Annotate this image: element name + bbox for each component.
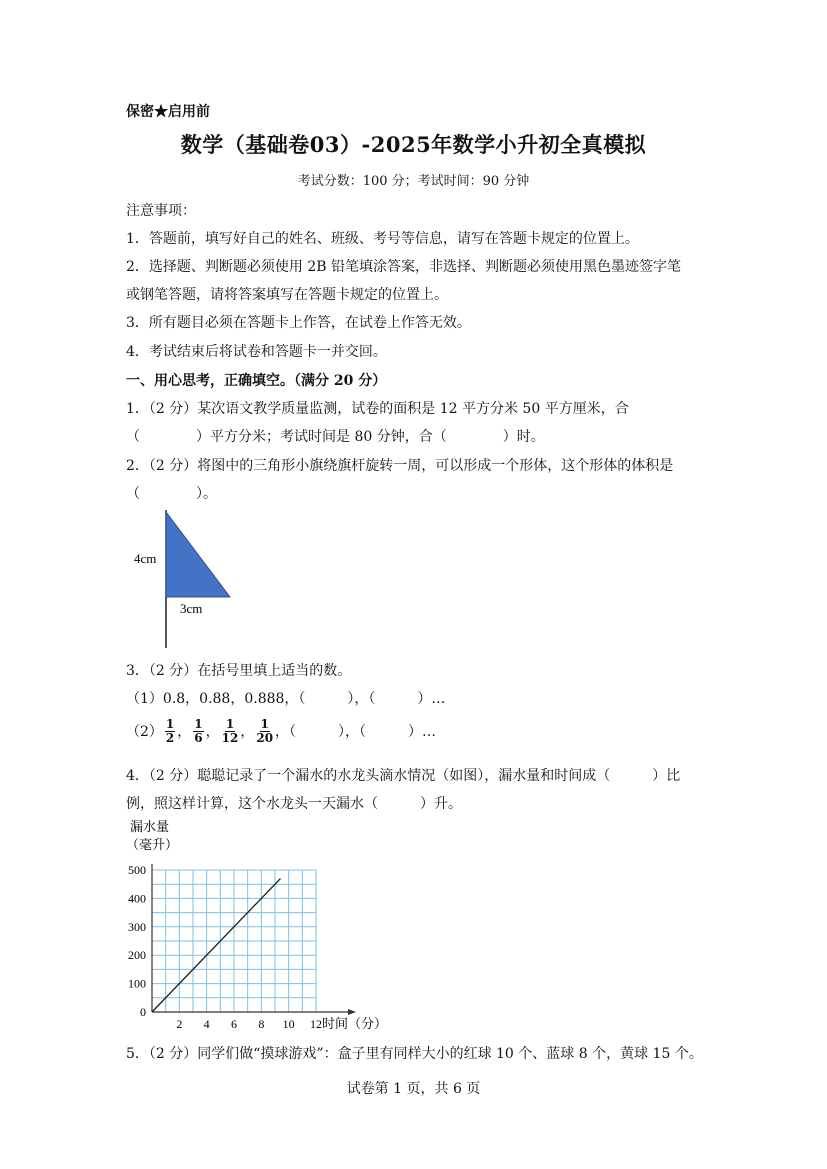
fraction-numerator: 1 [225,717,235,731]
sub-2-suffix: ，（ ），（ ）… [275,724,437,741]
fraction-numerator: 1 [194,717,203,731]
sub-2-prefix: （2） [126,724,163,741]
x-tick-label: 4 [203,1017,210,1031]
chart-grid [152,870,316,1012]
separator: ， [205,724,220,741]
x-tick-label: 8 [258,1017,265,1031]
page-title: 数学（基础卷03）-2025年数学小升初全真模拟 [180,132,647,157]
fraction-denominator: 12 [221,730,239,745]
question-3-sub-2 [126,718,436,744]
height-label: 4cm [134,551,157,566]
question-4-line-1: 4．（2 分）聪聪记录了一个漏水的水龙头滴水情况（如图），漏水量和时间成（ ）比 [126,768,681,784]
notes-heading: 注意事项： [126,203,196,219]
x-tick-labels [176,1017,322,1031]
separator: ， [240,724,255,741]
question-1-line-1: 1．（2 分）某次语文教学质量监测，试卷的面积是 12 平方分米 50 平方厘米，合 [126,401,629,417]
fraction-denominator: 20 [256,730,274,745]
fraction-numerator: 1 [260,717,269,731]
fraction-denominator: 6 [194,730,203,745]
note-item-2a: 2．选择题、判断题必须使用 2B 铅笔填涂答案，非选择、判断题必须使用黑色墨迹签字笔 [126,259,682,275]
x-tick-label: 2 [176,1017,183,1031]
question-4-line-2: 例，照这样计算，这个水龙头一天漏水（ ）升。 [126,796,462,812]
y-tick-label: 300 [128,919,146,934]
question-1-line-2: （ ）平方分米；考试时间是 80 分钟，合（ ）时。 [126,429,545,445]
y-axis-label: 漏水量 [130,819,170,834]
y-tick-label: 100 [128,976,146,991]
fraction-4 [256,718,273,744]
y-tick-label: 500 [128,863,146,877]
note-item-4: 4．考试结束后将试卷和答题卡一并交回。 [126,344,387,360]
chart-axes [152,864,356,1015]
fraction-numerator: 1 [165,717,175,731]
base-label: 3cm [180,601,203,616]
x-axis-label: 时间（分） [322,1016,388,1031]
fraction-2 [193,718,203,744]
exam-info: 考试分数：100 分；考试时间：90 分钟 [297,174,530,189]
x-tick-label: 6 [231,1017,237,1031]
question-2-line-2: （ ）。 [126,486,217,502]
y-tick-label: 200 [128,948,146,963]
confidential-label: 保密★启用前 [126,104,210,120]
leak-line-chart [118,815,398,1037]
question-3-sub-1: （1）0.8，0.88，0.888，（ ），（ ）… [126,691,446,707]
section-1-heading: 一、用心思考，正确填空。（满分 20 分） [126,373,387,389]
flag-triangle [166,512,230,597]
note-item-2b: 或钢笔答题，请将答案填写在答题卡规定的位置上。 [126,287,448,303]
y-tick-labels [128,863,146,1019]
fraction-denominator: 2 [165,730,175,745]
flag-triangle-figure [126,505,246,650]
question-3-line-1: 3．（2 分）在括号里填上适当的数。 [126,663,352,679]
fraction-1 [165,718,175,744]
x-axis-arrow [348,1009,356,1015]
note-item-1: 1．答题前，填写好自己的姓名、班级、考号等信息，请写在答题卡规定的位置上。 [126,231,639,247]
x-tick-label: 12 [310,1017,322,1031]
y-tick-label: 0 [140,1005,146,1019]
y-tick-label: 400 [128,891,146,906]
x-tick-label: 10 [282,1017,295,1031]
question-5-line-1: 5．（2 分）同学们做“摸球游戏”：盒子里有同样大小的红球 10 个、蓝球 8 个，黄球 15 个。 [126,1046,703,1062]
fraction-3 [222,718,239,744]
separator: ， [177,724,192,741]
question-2-line-1: 2．（2 分）将图中的三角形小旗绕旗杆旋转一周，可以形成一个形体，这个形体的体积是 [126,458,674,474]
y-axis-unit: （毫升） [126,837,179,852]
note-item-3: 3．所有题目必须在答题卡上作答，在试卷上作答无效。 [126,315,471,331]
page-footer: 试卷第 1 页，共 6 页 [346,1081,481,1097]
